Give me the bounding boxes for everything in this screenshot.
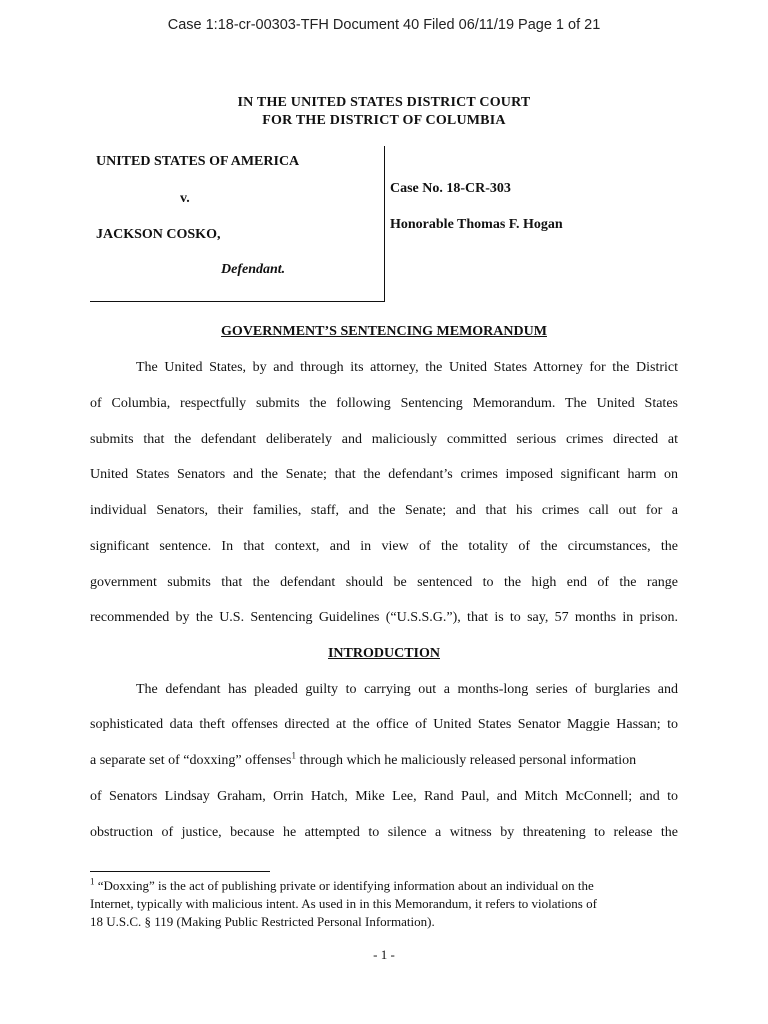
judge-name: Honorable Thomas F. Hogan bbox=[390, 217, 563, 232]
paragraph-line-text: through which he maliciously released personal information bbox=[296, 753, 637, 768]
case-number: Case No. 18-CR-303 bbox=[390, 181, 511, 196]
caption-defendant-role: Defendant. bbox=[221, 262, 286, 277]
caption-vertical-rule bbox=[384, 146, 385, 302]
paragraph-line: The defendant has pleaded guilty to carrying out a months-long series of burglaries and bbox=[136, 682, 678, 697]
caption-defendant: JACKSON COSKO, bbox=[96, 227, 221, 242]
case-header: Case 1:18-cr-00303-TFH Document 40 Filed 06/11/19 Page 1 of 21 bbox=[167, 17, 601, 33]
paragraph-line: The United States, by and through its attorney, the United States Attorney for the District bbox=[136, 360, 678, 375]
footnote-line: 18 U.S.C. § 119 (Making Public Restricted Personal Information). bbox=[90, 914, 435, 929]
court-name-line1: IN THE UNITED STATES DISTRICT COURT bbox=[237, 95, 531, 110]
footnote-divider bbox=[90, 871, 270, 872]
section-heading-introduction: INTRODUCTION bbox=[327, 646, 440, 661]
caption-horizontal-rule bbox=[90, 301, 385, 302]
document-title: GOVERNMENT’S SENTENCING MEMORANDUM bbox=[221, 324, 547, 339]
footnote-line: Internet, typically with malicious intent. As used in in this Memorandum, it refers to violations of bbox=[90, 896, 597, 911]
paragraph-line bbox=[90, 750, 678, 769]
paragraph-line: United States Senators and the Senate; that the defendant’s crimes imposed significant harm on bbox=[90, 467, 678, 482]
paragraph-line: sophisticated data theft offenses directed at the office of United States Senator Maggie Hassan; to bbox=[90, 717, 678, 732]
footnote-reference[interactable]: 1 bbox=[291, 750, 296, 761]
page-number: - 1 - bbox=[373, 947, 395, 962]
paragraph-line: significant sentence. In that context, and in view of the totality of the circumstances, the bbox=[90, 539, 678, 554]
footnote-line bbox=[90, 878, 680, 894]
paragraph-line: obstruction of justice, because he attempted to silence a witness by threatening to release the bbox=[90, 825, 678, 840]
paragraph-line-text: a separate set of “doxxing” offenses bbox=[90, 753, 292, 768]
court-name-line2: FOR THE DISTRICT OF COLUMBIA bbox=[262, 113, 506, 128]
paragraph-line: government submits that the defendant should be sentenced to the high end of the range bbox=[90, 575, 678, 590]
footnote-mark: 1 bbox=[90, 876, 95, 887]
footnote-text: “Doxxing” is the act of publishing private or identifying information about an individual on the bbox=[94, 878, 594, 893]
paragraph-line: recommended by the U.S. Sentencing Guidelines (“U.S.S.G.”), that is to say, 57 months in prison. bbox=[90, 610, 678, 625]
caption-plaintiff: UNITED STATES OF AMERICA bbox=[96, 154, 300, 169]
paragraph-line: submits that the defendant deliberately and maliciously committed serious crimes directed at bbox=[90, 432, 678, 447]
paragraph-line: of Senators Lindsay Graham, Orrin Hatch, Mike Lee, Rand Paul, and Mitch McConnell; and to bbox=[90, 789, 678, 804]
paragraph-line: of Columbia, respectfully submits the following Sentencing Memorandum. The United States bbox=[90, 396, 678, 411]
paragraph-line: individual Senators, their families, staff, and the Senate; and that his crimes call out for a bbox=[90, 503, 678, 518]
caption-versus: v. bbox=[180, 191, 190, 206]
